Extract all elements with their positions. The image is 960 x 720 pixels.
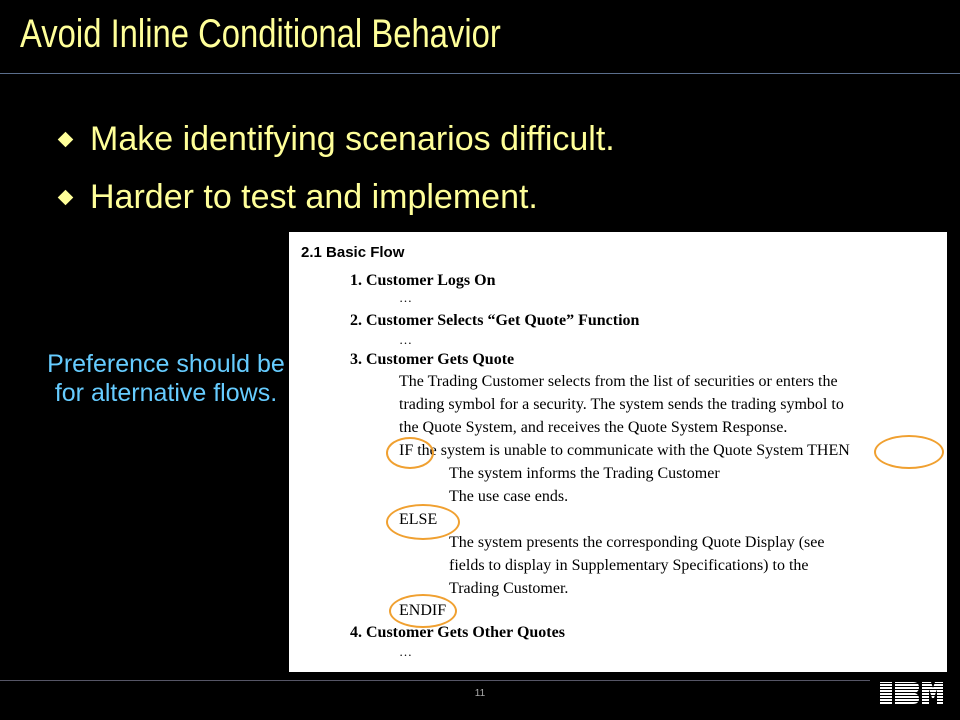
step-3-text: trading symbol for a security. The system sends the trading symbol to <box>399 396 844 413</box>
else-text: Trading Customer. <box>449 580 569 597</box>
then-text: The use case ends. <box>449 488 569 505</box>
use-case-document <box>289 232 947 672</box>
if-highlight-circle <box>386 437 434 469</box>
if-condition: the system is unable to communicate with the Quote System <box>413 442 808 459</box>
then-highlight-circle <box>874 435 944 469</box>
step-3-text: The Trading Customer selects from the list of securities or enters the <box>399 373 838 390</box>
step-2: 2. Customer Selects “Get Quote” Function <box>350 312 640 329</box>
step-4: 4. Customer Gets Other Quotes <box>350 624 565 641</box>
ibm-logo <box>879 681 943 705</box>
ellipsis: … <box>399 644 412 659</box>
endif-highlight-circle <box>389 594 457 628</box>
step-3-text: the Quote System, and receives the Quote System Response. <box>399 419 788 436</box>
bullet-text: Harder to test and implement. <box>90 177 538 216</box>
ellipsis: … <box>399 290 412 305</box>
preference-note: Preference should be for alternative flows. <box>47 350 285 407</box>
step-3: 3. Customer Gets Quote <box>350 351 515 368</box>
ellipsis: … <box>399 332 412 347</box>
footer-divider <box>0 680 870 681</box>
title-divider <box>0 73 960 74</box>
endif-keyword: ENDIF <box>399 602 447 619</box>
bullet-item <box>56 168 615 226</box>
doc-heading: 2.1 Basic Flow <box>301 244 405 261</box>
then-keyword: THEN <box>807 442 850 459</box>
diamond-bullet-icon <box>58 131 74 147</box>
slide-title: Avoid Inline Conditional Behavior <box>20 12 501 56</box>
else-highlight-circle <box>386 504 460 540</box>
bullet-text: Make identifying scenarios difficult. <box>90 119 615 158</box>
then-text: The system informs the Trading Customer <box>449 465 720 482</box>
if-keyword: IF <box>399 442 414 459</box>
diamond-bullet-icon <box>58 189 74 205</box>
else-text: The system presents the corresponding Quote Display (see <box>449 534 825 551</box>
bullet-item <box>56 110 615 168</box>
else-text: fields to display in Supplementary Specifications) to the <box>449 557 809 574</box>
page-number: 11 <box>474 688 486 699</box>
if-line <box>399 442 850 460</box>
step-1: 1. Customer Logs On <box>350 272 496 289</box>
else-keyword: ELSE <box>399 511 438 528</box>
bullet-list <box>56 110 615 226</box>
